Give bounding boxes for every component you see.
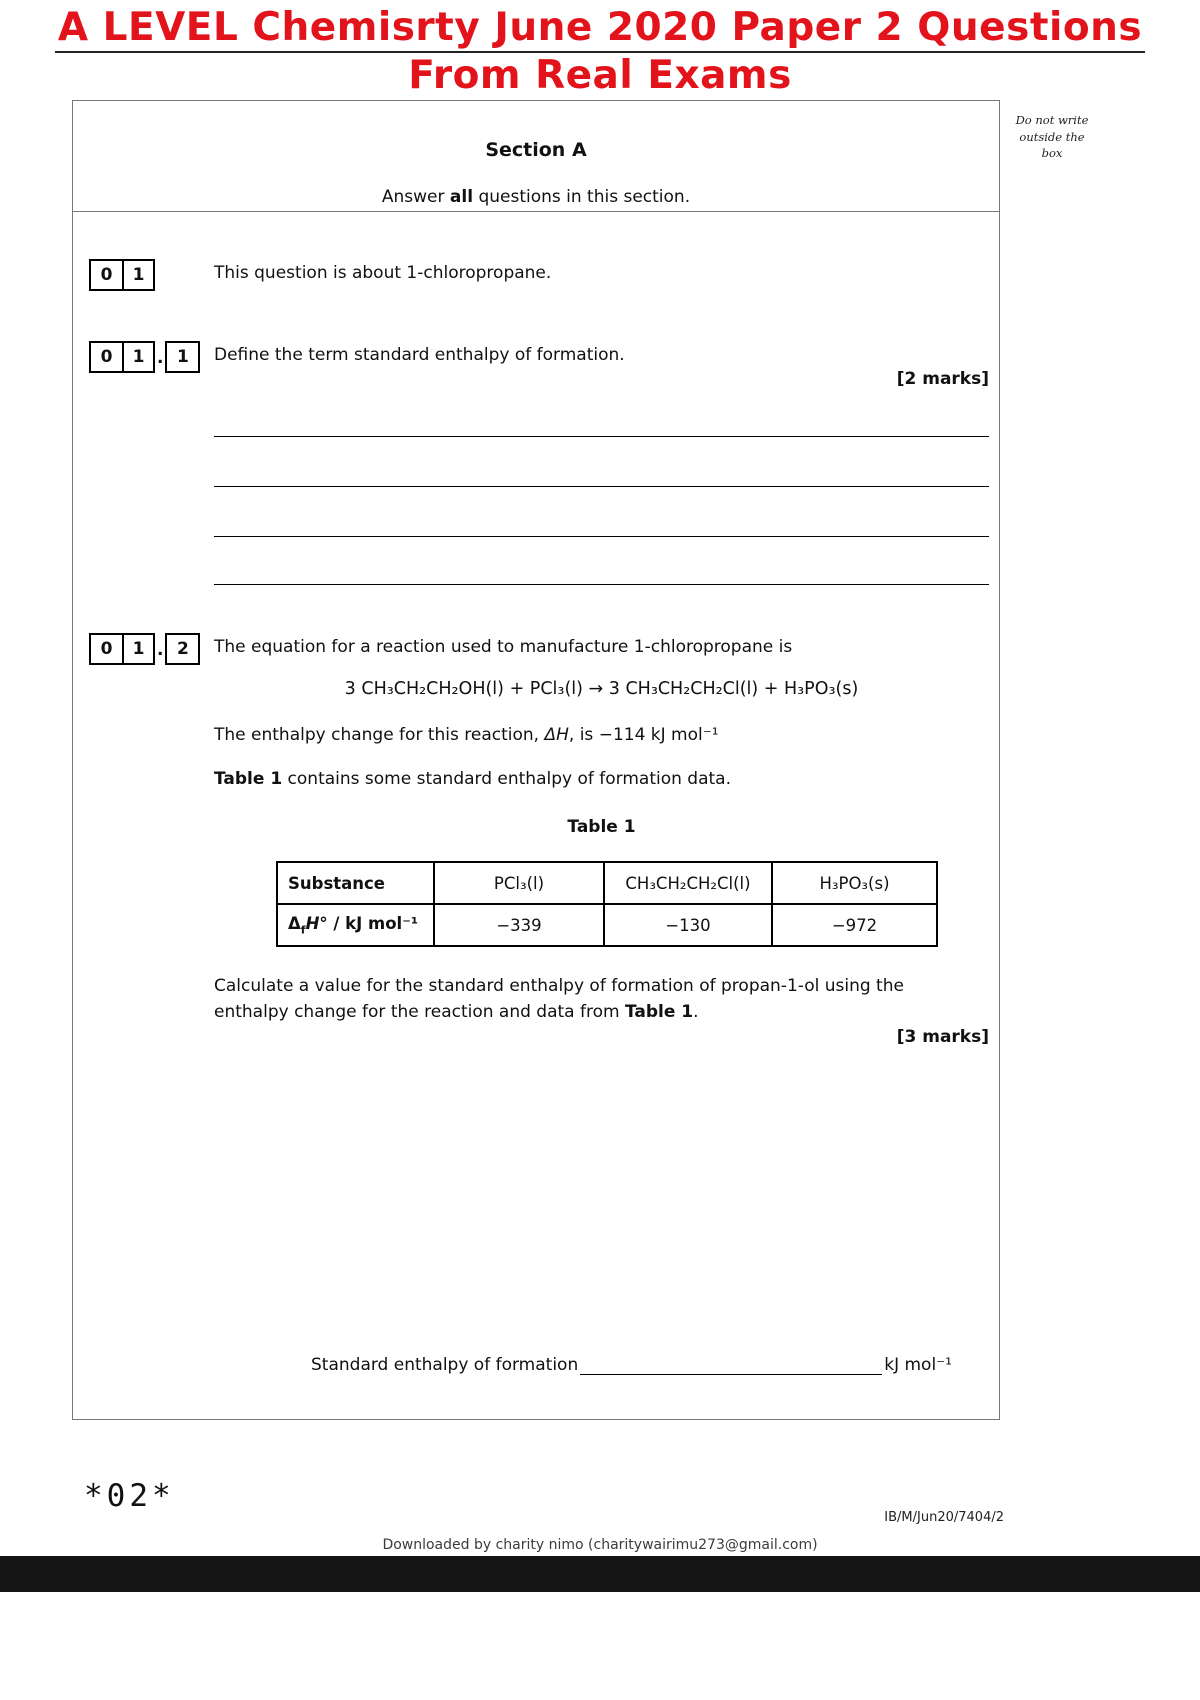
question-number-digit: 1 — [122, 343, 153, 371]
marks-label: [2 marks] — [896, 369, 989, 389]
table-row-label: $\Delta_fH^\circ$ / kJ mol⁻¹ — [277, 904, 434, 946]
question-text: Define the term standard enthalpy of formation. — [214, 345, 625, 365]
answer-line — [214, 436, 989, 437]
table-header-row — [277, 862, 937, 904]
table-header-cell: PCl₃(l) — [434, 862, 604, 904]
text-run: , is −114 kJ mol⁻¹ — [568, 725, 719, 745]
question-number-digit: 0 — [100, 347, 113, 367]
question-paper-box — [72, 100, 1000, 1420]
question-number-separator: . — [157, 348, 164, 368]
delta-h-symbol: ΔH — [544, 725, 569, 745]
question-01 — [89, 259, 989, 293]
question-text: This question is about 1-chloropropane. — [214, 263, 552, 283]
answer-unit: kJ mol⁻¹ — [884, 1355, 952, 1375]
text-run: contains some standard enthalpy of formation data. — [282, 769, 731, 789]
page-number-marker: *02* — [84, 1478, 175, 1514]
page-title-line-1: A LEVEL Chemisrty June 2020 Paper 2 Questions — [57, 5, 1143, 50]
table-value-cell: −972 — [772, 904, 937, 946]
question-number-separator: . — [157, 640, 164, 660]
table-header-cell: Substance — [277, 862, 434, 904]
table-caption: Table 1 — [567, 817, 636, 837]
text-run: . — [693, 1002, 699, 1023]
section-heading: Section A — [485, 139, 587, 161]
text-run: questions in this section. — [473, 187, 691, 207]
table-value-cell: −339 — [434, 904, 604, 946]
question-number-digit: 0 — [100, 639, 113, 659]
question-01-1 — [89, 341, 989, 375]
question-number-digit: 1 — [122, 261, 153, 289]
answer-line — [214, 584, 989, 585]
margin-note: Do not write outside the box — [1015, 113, 1089, 161]
paper-reference-code: IB/M/Jun20/7404/2 — [884, 1510, 1004, 1525]
text-run: Calculate a value for the standard enthalpy of formation of propan-1-ol using the enthalpy change for the reaction and data from — [214, 976, 904, 1023]
enthalpy-statement — [214, 725, 989, 745]
question-subnumber-box — [165, 633, 200, 665]
marks-label: [3 marks] — [896, 1027, 989, 1047]
final-answer-row — [311, 1353, 952, 1375]
answer-line — [214, 536, 989, 537]
footer-bar — [0, 1556, 1200, 1592]
question-01-2 — [89, 633, 989, 667]
question-number-digit: 0 — [100, 265, 113, 285]
table-value-cell: −130 — [604, 904, 772, 946]
text-run-bold: all — [449, 187, 474, 207]
question-subnumber-digit: 2 — [177, 639, 189, 659]
table-intro — [214, 769, 989, 789]
page-title-line-2: From Real Exams — [408, 53, 792, 98]
text-run-bold: Table 1 — [624, 1002, 694, 1023]
text-run: The enthalpy change for this reaction, — [214, 725, 545, 745]
question-subnumber-digit: 1 — [177, 347, 189, 367]
calculation-instruction — [214, 973, 962, 1026]
answer-label: Standard enthalpy of formation — [311, 1355, 579, 1375]
table-header-cell: CH₃CH₂CH₂Cl(l) — [604, 862, 772, 904]
text-run-bold: Table 1 — [214, 769, 283, 789]
table-data-row — [277, 904, 937, 946]
question-number-box — [89, 259, 155, 291]
answer-line — [214, 486, 989, 487]
table-header-cell: H₃PO₃(s) — [772, 862, 937, 904]
section-instruction — [73, 187, 999, 207]
chemical-equation: 3 CH₃CH₂CH₂OH(l) + PCl₃(l) → 3 CH₃CH₂CH₂Cl(l) + H₃PO₃(s) — [344, 679, 859, 699]
text-run: Answer — [381, 187, 450, 207]
question-number-box — [89, 341, 155, 373]
question-text: The equation for a reaction used to manufacture 1-chloropropane is — [214, 637, 793, 657]
answer-blank-line — [580, 1353, 882, 1375]
enthalpy-data-table — [276, 861, 938, 947]
section-divider — [73, 211, 999, 212]
question-number-digit: 1 — [122, 635, 153, 663]
question-subnumber-box — [165, 341, 200, 373]
question-number-box — [89, 633, 155, 665]
download-attribution: Downloaded by charity nimo (charitywairimu273@gmail.com) — [382, 1537, 818, 1553]
